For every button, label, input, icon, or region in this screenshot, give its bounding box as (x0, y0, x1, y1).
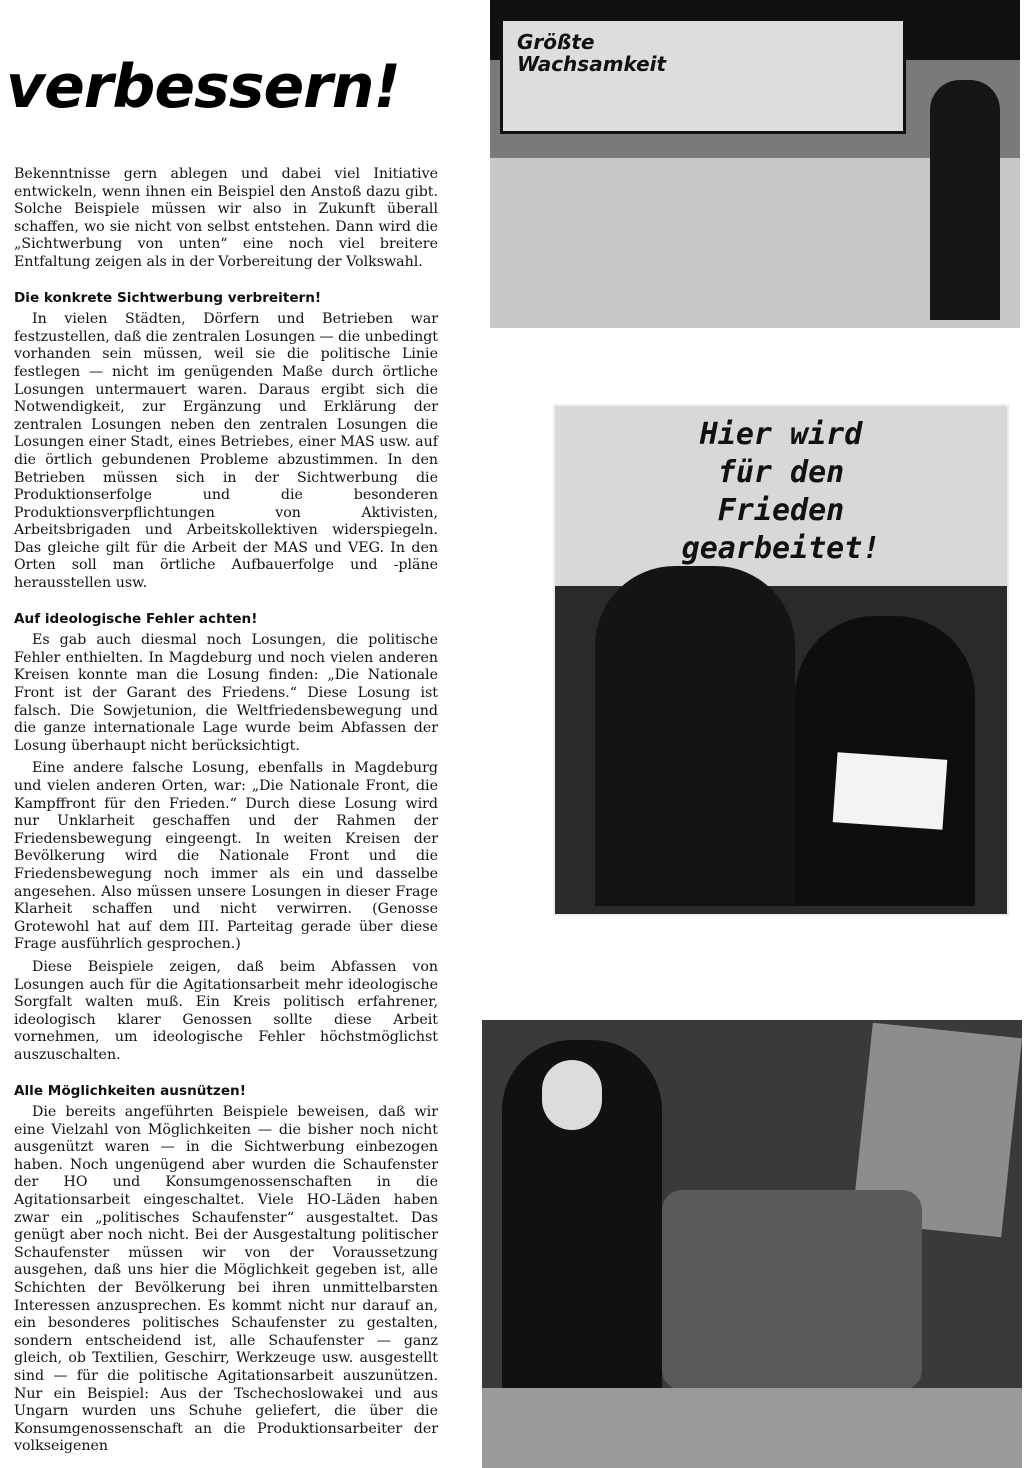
headline: verbessern! (6, 52, 400, 122)
photo-machine (662, 1190, 922, 1390)
body-paragraph: Die bereits angeführten Beispiele beweisen, daß wir eine Vielzahl von Möglichkeiten — die bisher noch nicht ausgenützt waren — in die Sichtwerbung einbezogen haben. Noch ungenügend aber wurden die Schaufenster der HO und Konsumgenossenschaften in die Agitationsarbeit eingeschaltet. Viele HO-Läden haben zwar ein „politisches Schaufenster“ ausgestaltet. Das genügt aber noch nicht. Bei der Ausgestaltung politischer Schaufenster müssen wir von der Voraussetzung ausgehen, daß uns hier die Möglichkeit gegeben ist, alle Schichten der Bevölkerung bei ihren unmittelbarsten Interessen anzusprechen. Es kommt nicht nur darauf an, ein besonderes politisches Schaufenster zu gestalten, sondern entscheidend ist, alle Schaufenster — ganz gleich, ob Textilien, Geschirr, Werkzeuge usw. ausgestellt sind — für die politische Agitationsarbeit auszunützen. Nur ein Beispiel: Aus der Tschechoslowakei und aus Ungarn wurden uns Schuhe geliefert, die über die Konsumgenossenschaft an die Produktionsarbeiter der volkseigenen (14, 1104, 438, 1455)
sign-line: für den (717, 455, 845, 490)
photo-billboard (490, 0, 1020, 328)
billboard-line: Größte (517, 30, 595, 54)
photo-man-figure (595, 566, 795, 906)
intro-paragraph: Bekenntnisse gern ablegen und dabei viel Initiative entwickeln, wenn ihnen ein Beispiel den Anstoß dazu gibt. Solche Beispiele müssen wir also in Zukunft überall schaffen, wo sie nicht von selbst entstehen. Dann wird die „Sichtwerbung von unten“ eine noch viel breitere Entfaltung zeigen als in der Vorbereitung der Volkswahl. (14, 166, 438, 270)
billboard-text (517, 31, 666, 75)
sign-line: Frieden (717, 493, 845, 528)
handwritten-sign-text (555, 416, 1007, 568)
body-paragraph: Eine andere falsche Losung, ebenfalls in Magdeburg und vielen anderen Orten, war: „Die Nationale Front, die Kampffront für den Frieden.“ Durch diese Losung wird nur Unklarheit geschaffen und der Rahmen der Friedensbewegung eingeengt. In weiten Kreisen der Bevölkerung wird die Nationale Front und die Friedensbewegung noch immer als ein und dasselbe angesehen. Also müssen unsere Losungen in dieser Frage Klarheit schaffen und nicht verwirren. (Genosse Grotewohl hat auf dem III. Parteitag gerade über diese Frage ausführlich gesprochen.) (14, 760, 438, 953)
photo-caption-area (482, 1388, 1022, 1468)
photo-face (542, 1060, 602, 1130)
photo-paper (833, 752, 948, 830)
photo-person-figure (930, 80, 1000, 320)
sign-line: gearbeitet! (681, 531, 881, 566)
section-heading: Alle Möglichkeiten ausnützen! (14, 1082, 246, 1099)
photo-workers-reading (553, 404, 1009, 916)
section-heading: Auf ideologische Fehler achten! (14, 610, 258, 627)
billboard-line: Wachsamkeit (517, 52, 667, 76)
body-paragraph: Es gab auch diesmal noch Losungen, die politische Fehler enthielten. In Magdeburg und noch vielen anderen Kreisen konnte man die Losung finden: „Die Nationale Front ist der Garant des Friedens.“ Diese Losung ist falsch. Die Sowjetunion, die Weltfriedensbewegung und die ganze internationale Lage wurde beim Abfassen der Losung überhaupt nicht berücksichtigt. (14, 632, 438, 754)
billboard-sign (500, 18, 906, 134)
body-paragraph: In vielen Städten, Dörfern und Betrieben war festzustellen, daß die zentralen Losungen — die unbedingt vorhanden sein müssen, weil sie die politische Linie festlegen — nicht im genügenden Maße durch örtliche Losungen untermauert waren. Daraus ergibt sich die Notwendigkeit, zur Ergänzung und Erklärung der zentralen Losungen neben den zentralen Losungen die Losungen einer Stadt, eines Betriebes, einer MAS usw. auf die örtlich gebundenen Probleme abzustimmen. In den Betrieben müssen sich in der Sichtwerbung die Produktionserfolge und die besonderen Produktionsverpflichtungen von Aktivisten, Arbeitsbrigaden und Arbeitskollektiven widerspiegeln. Das gleiche gilt für die Arbeit der MAS und VEG. In den Orten soll man örtliche Aufbauerfolge und -pläne herausstellen usw. (14, 311, 438, 592)
photo-woman-machine (482, 1020, 1022, 1468)
handwritten-sign (555, 406, 1007, 586)
body-paragraph: Diese Beispiele zeigen, daß beim Abfassen von Losungen auch für die Agitationsarbeit mehr ideologische Sorgfalt walten muß. Ein Kreis politisch erfahrener, ideologisch klarer Genossen sollte diese Arbeit vornehmen, um ideologische Fehler höchstmöglichst auszuschalten. (14, 958, 438, 1063)
article-column (14, 166, 438, 1461)
sign-line: Hier wird (699, 417, 863, 452)
section-heading: Die konkrete Sichtwerbung verbreitern! (14, 289, 322, 306)
